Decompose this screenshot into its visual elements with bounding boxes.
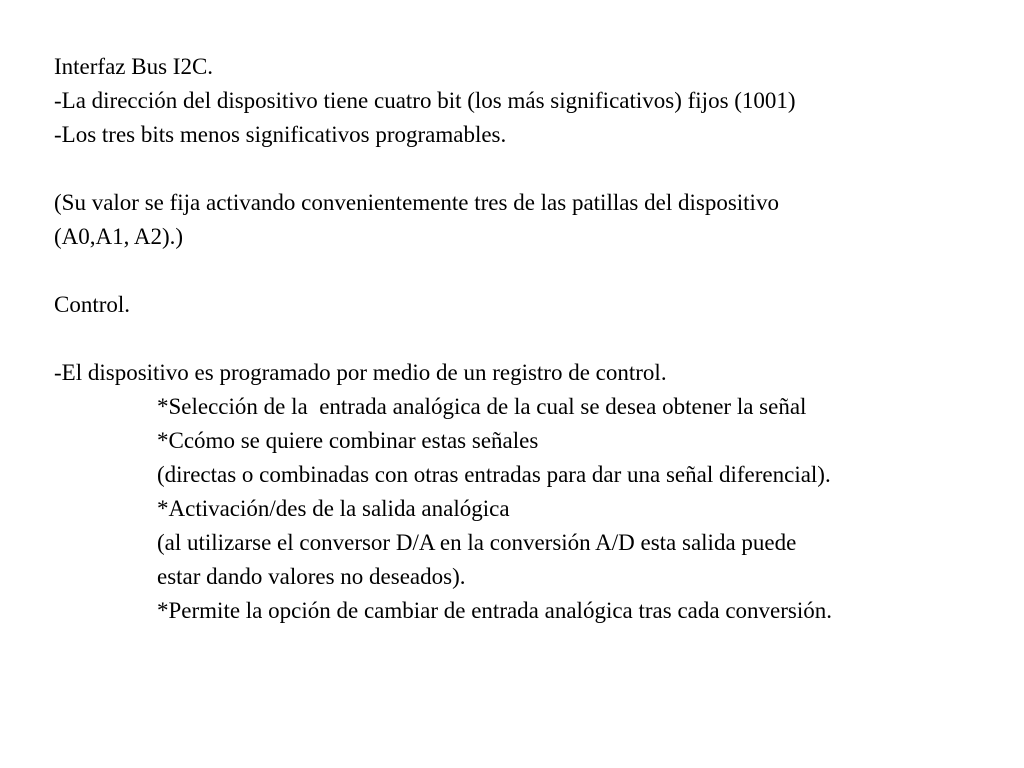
spacer bbox=[54, 152, 1014, 186]
spacer bbox=[54, 322, 1014, 356]
control-item: *Permite la opción de cambiar de entrada analógica tras cada conversión. bbox=[157, 598, 833, 623]
control-item: *Activación/des de la salida analógica bbox=[157, 496, 510, 521]
note-line-1: (Su valor se fija activando convenientemente tres de las patillas del dispositivo bbox=[54, 190, 779, 215]
address-line-programmable-bits: -Los tres bits menos significativos programables. bbox=[54, 122, 507, 147]
control-item: (directas o combinadas con otras entradas para dar una señal diferencial). bbox=[157, 462, 831, 487]
control-item: *Ccómo se quiere combinar estas señales bbox=[157, 428, 539, 453]
control-item: *Selección de la entrada analógica de la cual se desea obtener la señal bbox=[157, 394, 807, 419]
control-item: (al utilizarse el conversor D/A en la conversión A/D esta salida puede bbox=[157, 530, 797, 555]
control-item: estar dando valores no deseados). bbox=[157, 564, 466, 589]
spacer bbox=[54, 254, 1014, 288]
address-line-fixed-bits: -La dirección del dispositivo tiene cuatro bit (los más significativos) fijos (1001) bbox=[54, 88, 796, 113]
control-intro: -El dispositivo es programado por medio de un registro de control. bbox=[54, 360, 667, 385]
slide-title: Interfaz Bus I2C. bbox=[54, 54, 214, 79]
control-heading: Control. bbox=[54, 292, 131, 317]
slide-text-block bbox=[54, 50, 1014, 628]
note-line-2: (A0,A1, A2).) bbox=[54, 224, 184, 249]
